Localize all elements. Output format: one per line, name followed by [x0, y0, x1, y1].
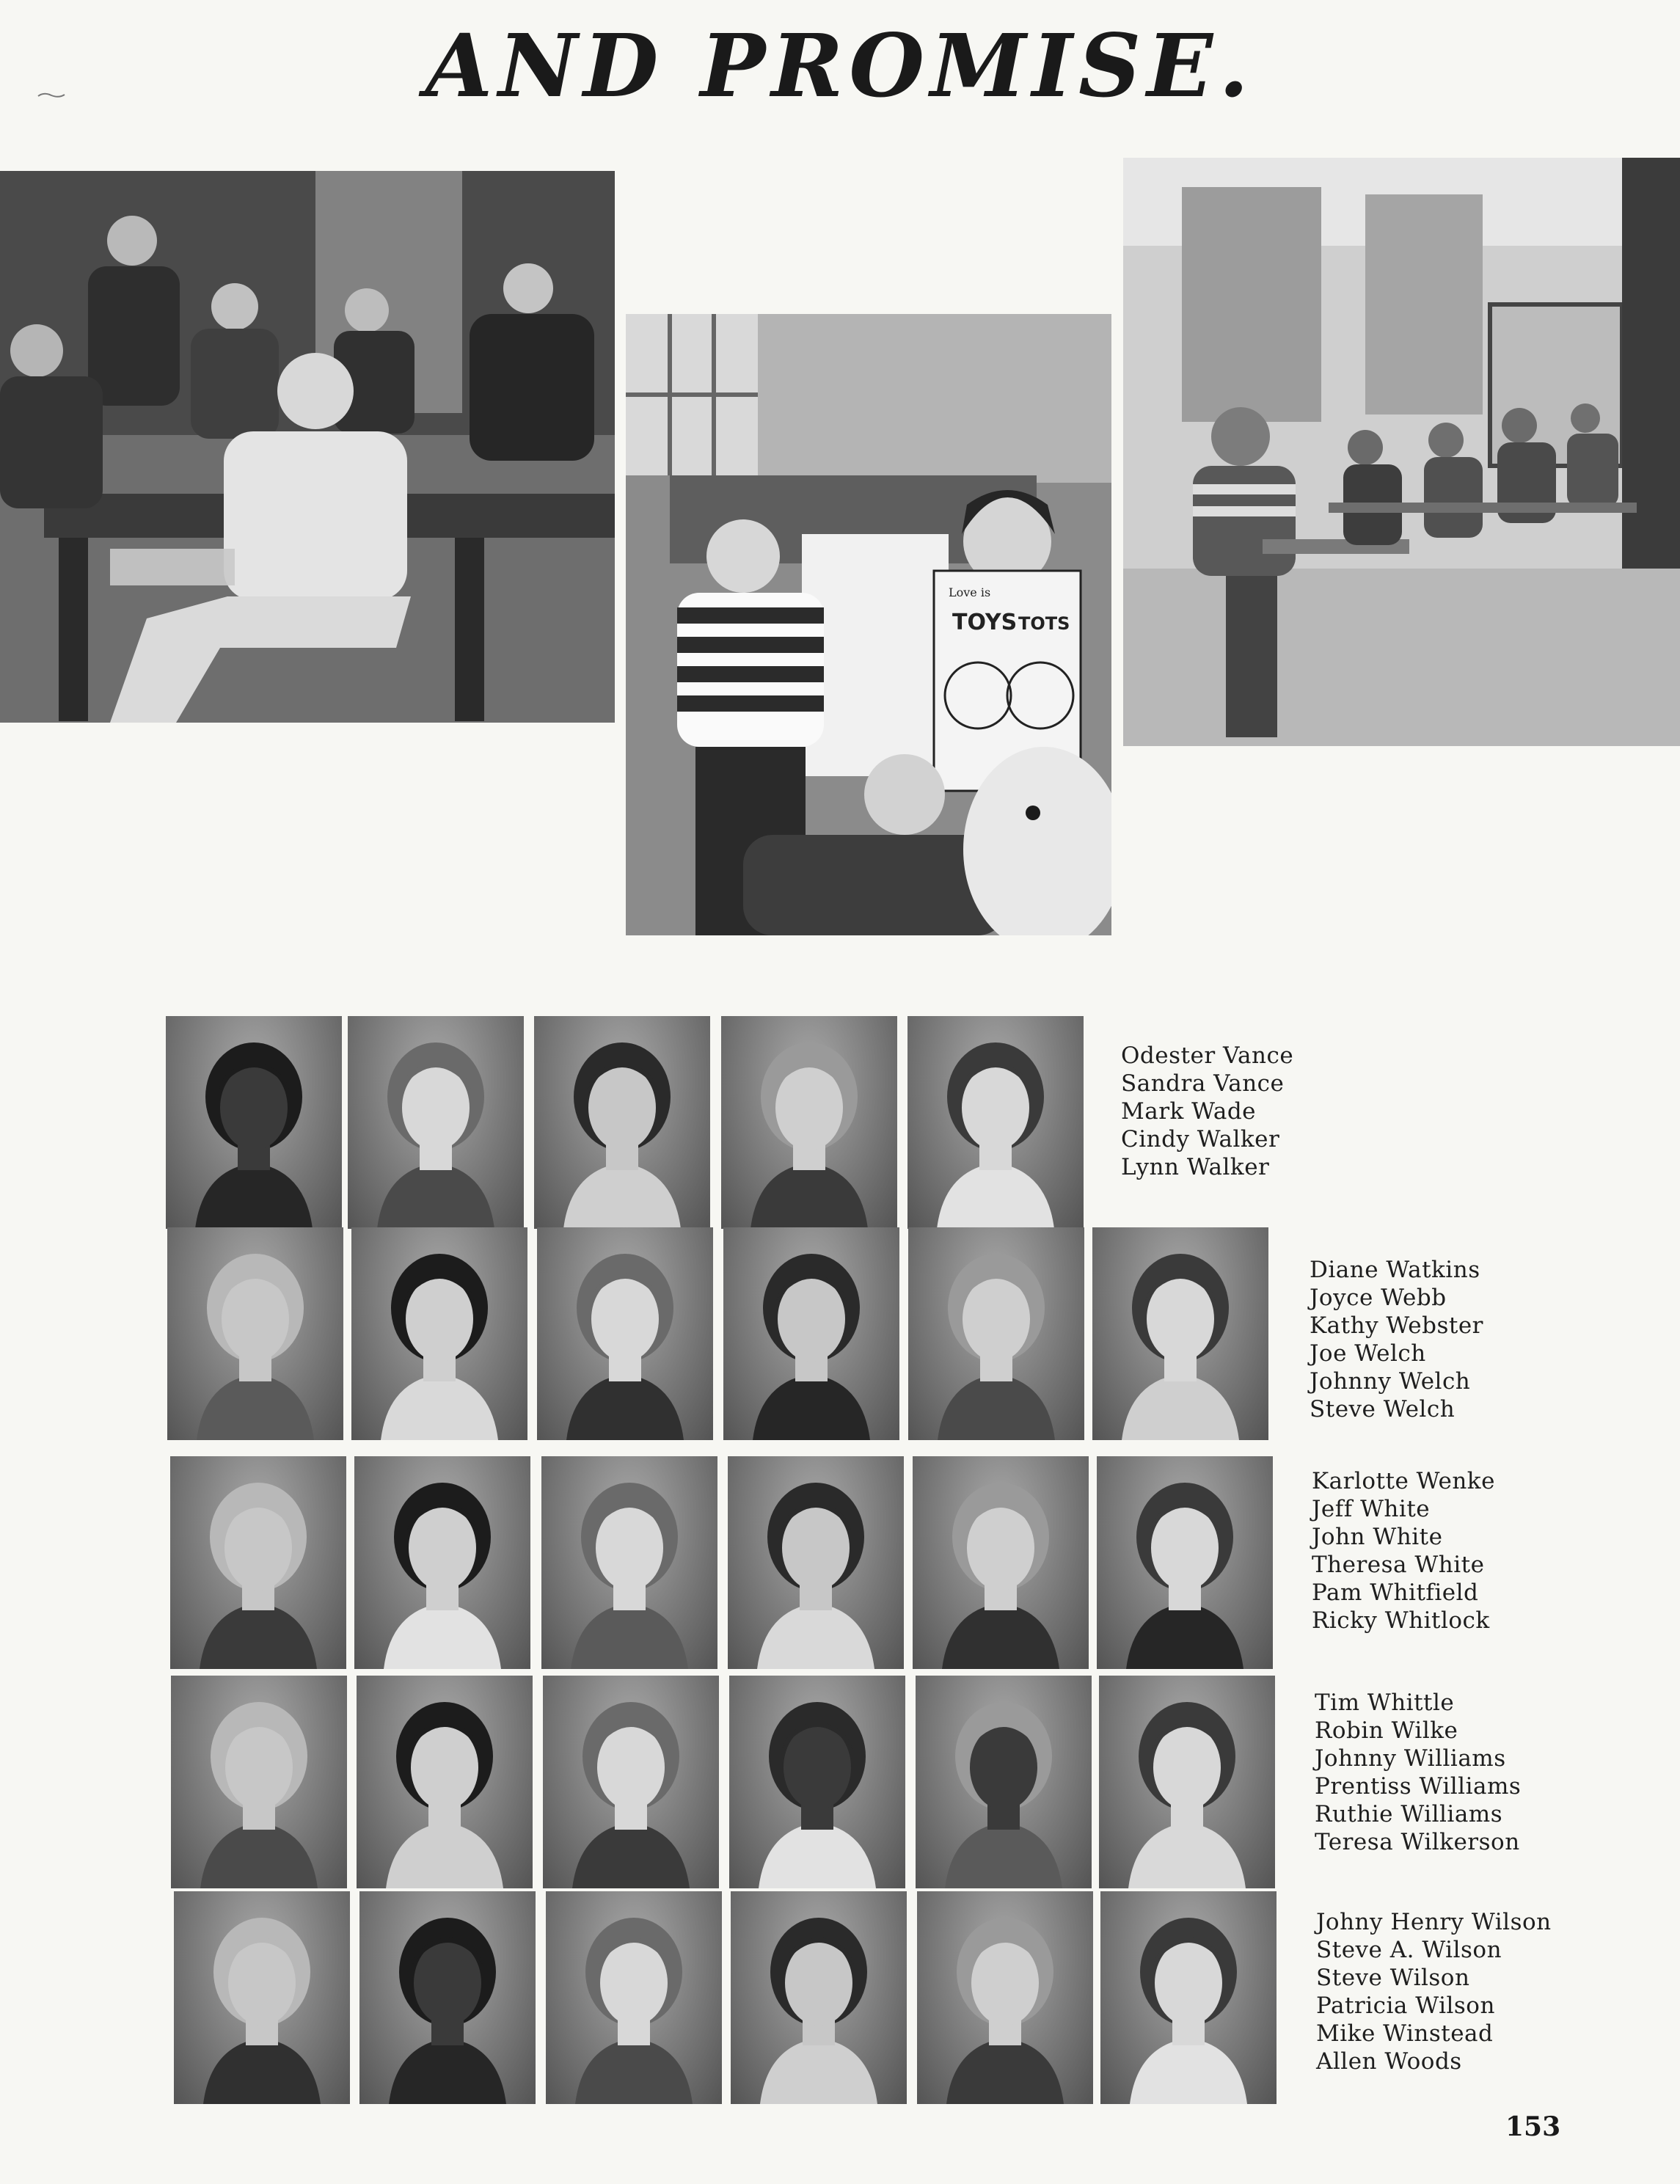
student-name: Johnny Welch — [1310, 1368, 1471, 1395]
student-name: Cindy Walker — [1121, 1126, 1280, 1153]
poster-text-love: Love is — [949, 585, 991, 599]
student-name: Joyce Webb — [1310, 1285, 1447, 1311]
student-name: Steve Welch — [1310, 1396, 1456, 1422]
student-name: Mike Winstead — [1316, 2020, 1494, 2047]
student-portrait — [359, 1891, 536, 2104]
names-row-5 — [1316, 1908, 1552, 2075]
names-row-1 — [1121, 1042, 1293, 1181]
student-portrait — [916, 1676, 1092, 1888]
student-name: Sandra Vance — [1121, 1070, 1285, 1097]
student-name: Ricky Whitlock — [1312, 1607, 1490, 1634]
student-name: Diane Watkins — [1310, 1257, 1480, 1283]
student-portrait — [170, 1456, 346, 1669]
student-name: Jeff White — [1312, 1496, 1431, 1522]
student-portrait — [167, 1227, 343, 1440]
student-portrait — [357, 1676, 533, 1888]
student-portrait — [348, 1016, 524, 1229]
student-portrait — [729, 1676, 905, 1888]
student-portrait — [541, 1456, 717, 1669]
photo-workshop — [0, 171, 615, 723]
photo-toys-for-tots — [626, 314, 1111, 935]
student-name: Teresa Wilkerson — [1315, 1829, 1520, 1855]
student-portrait — [728, 1456, 904, 1669]
student-portrait — [1092, 1227, 1268, 1440]
student-portrait — [731, 1891, 907, 2104]
student-portrait — [174, 1891, 350, 2104]
student-portrait — [543, 1676, 719, 1888]
student-name: Prentiss Williams — [1315, 1773, 1522, 1800]
poster-text-tots: TOTS — [1018, 613, 1070, 634]
student-name: Tim Whittle — [1315, 1690, 1455, 1716]
student-portrait — [1100, 1891, 1277, 2104]
student-name: Kathy Webster — [1310, 1312, 1483, 1339]
names-row-3 — [1312, 1467, 1495, 1635]
student-portrait — [721, 1016, 897, 1229]
student-portrait — [907, 1016, 1084, 1229]
student-name: Steve A. Wilson — [1316, 1937, 1502, 1963]
student-name: Mark Wade — [1121, 1098, 1257, 1125]
student-portrait — [171, 1676, 347, 1888]
names-row-2 — [1310, 1256, 1483, 1423]
student-portrait — [354, 1456, 530, 1669]
student-portrait — [913, 1456, 1089, 1669]
student-name: Ruthie Williams — [1315, 1801, 1503, 1827]
student-name: Joe Welch — [1310, 1340, 1426, 1367]
student-portrait — [351, 1227, 527, 1440]
student-portrait — [723, 1227, 899, 1440]
poster-text-toys: TOYS — [952, 610, 1018, 635]
student-portrait — [534, 1016, 710, 1229]
student-portrait — [166, 1016, 342, 1229]
page-title: AND PROMISE. — [425, 15, 1255, 117]
student-name: Patricia Wilson — [1316, 1993, 1495, 2019]
student-name: Johny Henry Wilson — [1316, 1909, 1552, 1935]
student-name: Allen Woods — [1316, 2048, 1462, 2075]
page-number: 153 — [1505, 2111, 1561, 2142]
student-name: Steve Wilson — [1316, 1965, 1470, 1991]
student-portrait — [1097, 1456, 1273, 1669]
student-portrait — [917, 1891, 1093, 2104]
student-name: John White — [1312, 1524, 1443, 1550]
student-name: Theresa White — [1312, 1552, 1485, 1578]
student-portrait — [908, 1227, 1084, 1440]
student-name: Odester Vance — [1121, 1042, 1294, 1069]
names-row-4 — [1315, 1689, 1521, 1856]
student-name: Pam Whitfield — [1312, 1579, 1479, 1606]
student-name: Lynn Walker — [1121, 1154, 1270, 1180]
student-name: Johnny Williams — [1315, 1745, 1506, 1772]
student-name: Karlotte Wenke — [1312, 1468, 1495, 1494]
student-portrait — [537, 1227, 713, 1440]
student-name: Robin Wilke — [1315, 1717, 1458, 1744]
photo-classroom — [1123, 158, 1680, 746]
student-portrait — [546, 1891, 722, 2104]
student-portrait — [1099, 1676, 1275, 1888]
